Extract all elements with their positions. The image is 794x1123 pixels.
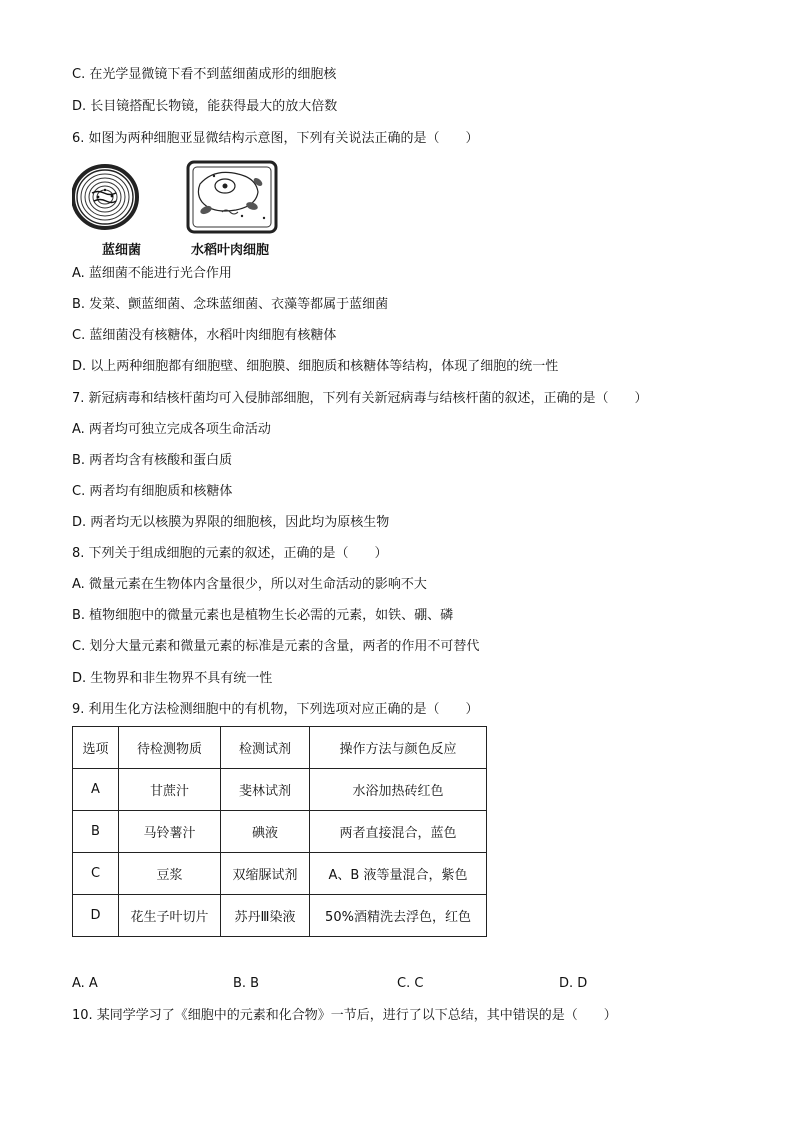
q7-stem: 7. 新冠病毒和结核杆菌均可入侵肺部细胞，下列有关新冠病毒与结核杆菌的叙述，正确的是（ ） [72,391,648,406]
q10-stem: 10. 某同学学习了《细胞中的元素和化合物》一节后，进行了以下总结，其中错误的是（ ） [72,1008,617,1023]
q9-stem: 9. 利用生化方法检测细胞中的有机物，下列选项对应正确的是（ ） [72,702,479,717]
table-cell: 双缩脲试剂 [221,853,310,895]
table-header-row [73,727,487,769]
table-cell: 两者直接混合，蓝色 [310,811,487,853]
table-cell: A、B 液等量混合，紫色 [310,853,487,895]
table-cell: 马铃薯汁 [119,811,221,853]
table-row [73,769,487,811]
q6-cell-diagrams [72,160,282,234]
q9-option-c: C. C [397,976,424,991]
cyanobacteria-diagram [73,166,137,228]
table-cell: 斐林试剂 [221,769,310,811]
table-header-cell: 检测试剂 [221,727,310,769]
q8-option-c: C. 划分大量元素和微量元素的标准是元素的含量，两者的作用不可替代 [72,639,480,654]
table-cell: D [73,895,119,937]
q9-option-a: A. A [72,976,98,991]
table-cell: A [73,769,119,811]
q9-option-d: D. D [559,976,588,991]
table-row [73,853,487,895]
q9-table [72,726,487,937]
q6-option-d: D. 以上两种细胞都有细胞壁、细胞膜、细胞质和核糖体等结构，体现了细胞的统一性 [72,359,559,374]
table-cell: 50%酒精洗去浮色，红色 [310,895,487,937]
q7-option-b: B. 两者均含有核酸和蛋白质 [72,453,233,468]
table-header-cell: 选项 [73,727,119,769]
table-cell: C [73,853,119,895]
q6-option-c: C. 蓝细菌没有核糖体，水稻叶肉细胞有核糖体 [72,328,337,343]
q6-option-b: B. 发菜、颤蓝细菌、念珠蓝细菌、衣藻等都属于蓝细菌 [72,297,389,312]
table-cell: 豆浆 [119,853,221,895]
q6-figure [72,160,282,260]
q8-option-d: D. 生物界和非生物界不具有统一性 [72,671,273,686]
q9-option-b: B. B [233,976,260,991]
table-header-cell: 操作方法与颜色反应 [310,727,487,769]
table-cell: B [73,811,119,853]
q8-stem: 8. 下列关于组成细胞的元素的叙述，正确的是（ ） [72,546,388,561]
q7-option-d: D. 两者均无以核膜为界限的细胞核，因此均为原核生物 [72,515,390,530]
q5-option-c: C. 在光学显微镜下看不到蓝细菌成形的细胞核 [72,67,337,82]
q9-options [72,976,632,994]
table-cell: 苏丹Ⅲ染液 [221,895,310,937]
table-cell: 水浴加热砖红色 [310,769,487,811]
q6-option-a: A. 蓝细菌不能进行光合作用 [72,266,232,281]
q7-option-a: A. 两者均可独立完成各项生命活动 [72,422,271,437]
table-cell: 甘蔗汁 [119,769,221,811]
rice-leaf-cell-diagram [188,162,276,232]
q7-option-c: C. 两者均有细胞质和核糖体 [72,484,233,499]
q6-stem: 6. 如图为两种细胞亚显微结构示意图，下列有关说法正确的是（ ） [72,131,479,146]
q5-option-d: D. 长目镜搭配长物镜，能获得最大的放大倍数 [72,99,338,114]
table-row [73,895,487,937]
q8-option-a: A. 微量元素在生物体内含量很少，所以对生命活动的影响不大 [72,577,427,592]
figure-label-cyanobacteria: 蓝细菌 [102,243,142,258]
figure-label-rice-leaf-cell: 水稻叶肉细胞 [191,243,270,258]
table-cell: 碘液 [221,811,310,853]
table-header-cell: 待检测物质 [119,727,221,769]
table-cell: 花生子叶切片 [119,895,221,937]
table-row [73,811,487,853]
q8-option-b: B. 植物细胞中的微量元素也是植物生长必需的元素，如铁、硼、磷 [72,608,454,623]
